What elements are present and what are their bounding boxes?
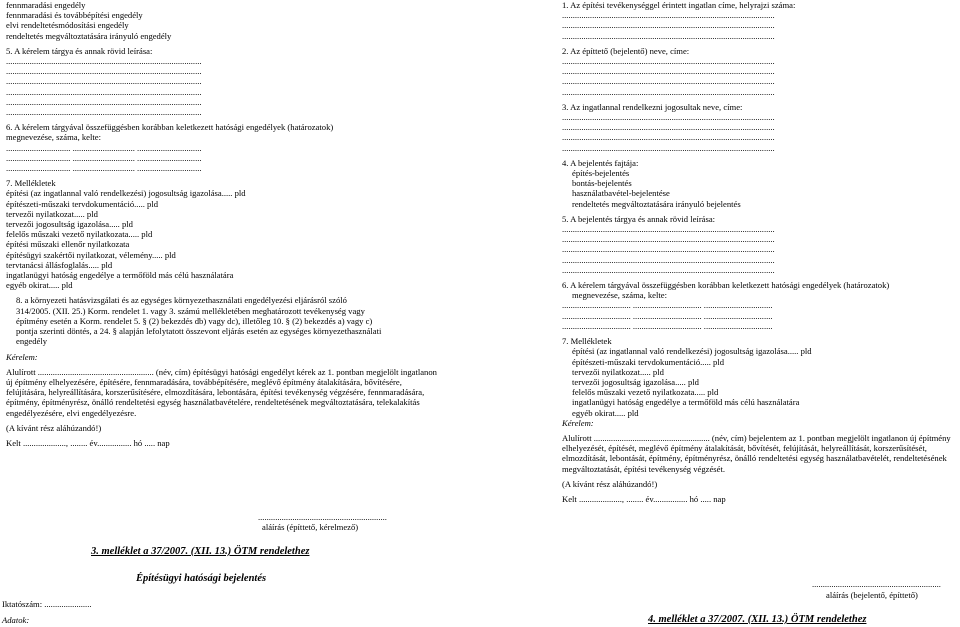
filing-number: Iktatószám: ...................... [2,599,92,609]
section-8-line: 314/2005. (XII. 25.) Korm. rendelet 1. vagy 3. számú mellékletében meghatározott tevékenység vagy [16,305,365,316]
date-line: Kelt ...................., ........ év................ hó ..... nap [6,437,170,448]
fill-line: ................................................................................................... [562,56,775,67]
attachment-item: tervezői jogosultság igazolása..... pld [572,376,699,387]
left-signature-label: aláírás (építtető, kérelmező) [262,522,359,532]
fill-line: ................................ ................................ ................................ [562,310,773,321]
fill-line: .............................. ............................. .............................. [6,163,202,174]
section-8-line: pontja szerinti döntés, a 24. § alapján lefolytatott összevont eljárás esetén az egységes környezethasználati [16,326,382,337]
fill-line: ................................................................................................... [562,66,775,77]
fill-line: ................................................................................................... [562,76,775,87]
annex-4-title: 4. melléklet a 37/2007. (XII. 13.) ÖTM rendelethez [648,614,867,625]
notification-type-item: építés-bejelentés [572,168,630,179]
attachment-item: tervezői nyilatkozat..... pld [6,208,98,219]
attachment-item: építésügyi szakértői nyilatkozat, vélemény..... pld [6,249,176,260]
r-section-1-title: 1. Az építési tevékenységgel érintett ingatlan címe, helyrajzi száma: [562,0,796,10]
left-signature-dots: ............................................................ [258,512,387,522]
section-8-line: építmény esetén a Korm. rendelet 5. § (2) bekezdés db) vagy dc), illetőleg 10. § (2) bekezdés a) vagy c) [16,315,373,326]
attachment-item: felelős műszaki vezető nyilatkozata..... pld [572,387,719,398]
r-section-6-title: 6. A kérelem tárgyával összefüggésben korábban keletkezett hatósági engedélyek (határozatok) [562,280,890,291]
section-8-text [6,295,446,346]
fill-line: ................................................................................................... [562,20,775,31]
fill-line: ................................................................................................... [562,142,775,153]
r-request-label: Kérelem: [562,417,594,428]
fill-line: ................................................................................................... [562,86,775,97]
notification-type-item: rendeltetés megváltoztatására irányuló bejelentés [572,198,741,209]
fill-line: ................................ ................................ ................................ [562,320,773,331]
fill-line: ........................................................................................... [6,96,202,107]
underline-note: (A kívánt rész aláhúzandó!) [6,422,102,433]
r-underline-note: (A kívánt rész aláhúzandó!) [562,478,658,489]
fill-line: ................................ ................................ ................................ [562,300,773,311]
attachment-item: egyéb okirat..... pld [572,407,639,418]
r-section-6-subtitle: megnevezése, száma, kelte: [572,290,667,301]
fill-line: ................................................................................................... [562,30,775,41]
attachment-item: tervezői nyilatkozat..... pld [572,366,664,377]
r-section-2-title: 2. Az építtető (bejelentő) neve, címe: [562,45,690,56]
permit-type-item: fennmaradási engedély [6,0,86,10]
fill-line: ................................................................................................... [562,254,775,265]
section-6-title: 6. A kérelem tárgyával összefüggésben korábban keletkezett hatósági engedélyek (határozatok) [6,122,334,133]
right-signature-label: aláírás (bejelentő, építtető) [826,590,918,600]
fill-line: ................................................................................................... [562,264,775,275]
right-signature-dots: ............................................................ [812,579,941,589]
fill-line: ................................................................................................... [562,112,775,123]
permit-type-item: elvi rendeltetésmódosítási engedély [6,20,129,31]
notification-type-list [562,168,957,209]
attachment-item: ingatlanügyi hatóság engedélye a termőföld más célú használatára [6,270,234,281]
permit-type-list [6,0,446,41]
fill-line: ................................................................................................... [562,224,775,235]
annex-3-subtitle: Építésügyi hatósági bejelentés [136,573,267,584]
fill-line: ........................................................................................... [6,107,202,118]
attachment-item: felelős műszaki vezető nyilatkozata..... pld [6,229,153,240]
attachment-item: ingatlanügyi hatóság engedélye a termőföld más célú használatára [572,397,800,408]
r-section-4-title: 4. A bejelentés fajtája: [562,157,639,168]
attachment-item: tervtanácsi állásfoglalás..... pld [6,259,113,270]
fill-line: ................................................................................................... [562,122,775,133]
section-6-fill-lines [6,143,446,174]
fill-line: ................................................................................................... [562,132,775,143]
r-section-5-title: 5. A bejelentés tárgya és annak rövid leírása: [562,213,716,224]
fill-line: ................................................................................................... [562,244,775,255]
r-date-line: Kelt ...................., ........ év................ hó ..... nap [562,493,726,504]
attachment-item: építészeti-műszaki tervdokumentáció..... pld [572,356,725,367]
r-attachments-list [562,346,957,417]
r-section-3-title: 3. Az ingatlannal rendelkezni jogosultak neve, címe: [562,101,743,112]
left-column [6,0,446,448]
section-8-line: engedély [16,336,48,347]
attachments-list [6,188,446,290]
attachment-item: egyéb okirat..... pld [6,280,73,291]
fill-line: .............................. ............................. .............................. [6,152,202,163]
fill-line: ........................................................................................... [6,76,202,87]
fill-line: ........................................................................................... [6,56,202,67]
section-5-fill-lines [6,56,446,117]
attachment-item: tervezői jogosultság igazolása..... pld [6,219,133,230]
fill-line: .............................. ............................. .............................. [6,142,202,153]
section-7-title: 7. Mellékletek [6,178,56,189]
fill-line: ........................................................................................... [6,86,202,97]
permit-type-item: rendeltetés megváltoztatására irányuló engedély [6,30,172,41]
attachment-item: építészeti-műszaki tervdokumentáció..... pld [6,198,159,209]
permit-type-item: fennmaradási és továbbépítési engedély [6,10,143,21]
request-label: Kérelem: [6,351,38,362]
section-6-subtitle: megnevezése, száma, kelte: [6,132,101,143]
attachment-item: építési műszaki ellenőr nyilatkozata [6,239,130,250]
annex-3-title: 3. melléklet a 37/2007. (XII. 13.) ÖTM rendelethez [91,546,310,557]
fill-line: ................................................................................................... [562,10,775,21]
notification-type-item: használatbavétel-bejelentése [572,188,670,199]
data-label: Adatok: [2,615,30,625]
request-text: Alulírott ...................................................... (név, cím) építésügyi hatósági engedélyt kérek az 1. pontban megjelölt ingatlanon új építmény elhelyezésére, építésére, fennmaradására, továbbépítésére, meglévő építmény átalakítására, bővítésére, felújítására, helyreállítására, korszerűsítésére, elmozdítására, lebontására, építési tevékenység végzésére, fennmaradására, építmény, építményrész, önálló rendeltetési egység használatbavételére, rendeltetésének megváltoztatására, telekalakítás engedélyezésére, elvi engedélyezésre. [6,366,437,418]
section-8-line: 8. a környezeti hatásvizsgálati és az egységes környezethasználati engedélyezési eljárásról szóló [16,295,347,306]
section-5-title: 5. A kérelem tárgya és annak rövid leírása: [6,45,153,56]
notification-type-item: bontás-bejelentés [572,178,632,189]
right-column [562,0,957,504]
fill-line: ................................................................................................... [562,234,775,245]
attachment-item: építési (az ingatlannal való rendelkezési) jogosultság igazolása..... pld [572,346,812,357]
r-request-text: Alulírott ...................................................... (név, cím) bejelentem az 1. pontban megjelölt ingatlanon új építmény elhelyezését, építését, meglévő építmény átalakítását, bővítését, felújítását, helyreállítását, korszerűsítését, elmozdítását, lebontását, építmény, építményrész, önálló rendeltetési egység használatbavételét, rendeltetésének megváltoztatását, építési tevékenység végzését. [562,432,951,474]
r-section-7-title: 7. Mellékletek [562,336,612,347]
attachment-item: építési (az ingatlannal való rendelkezési) jogosultság igazolása..... pld [6,188,246,199]
fill-line: ........................................................................................... [6,66,202,77]
